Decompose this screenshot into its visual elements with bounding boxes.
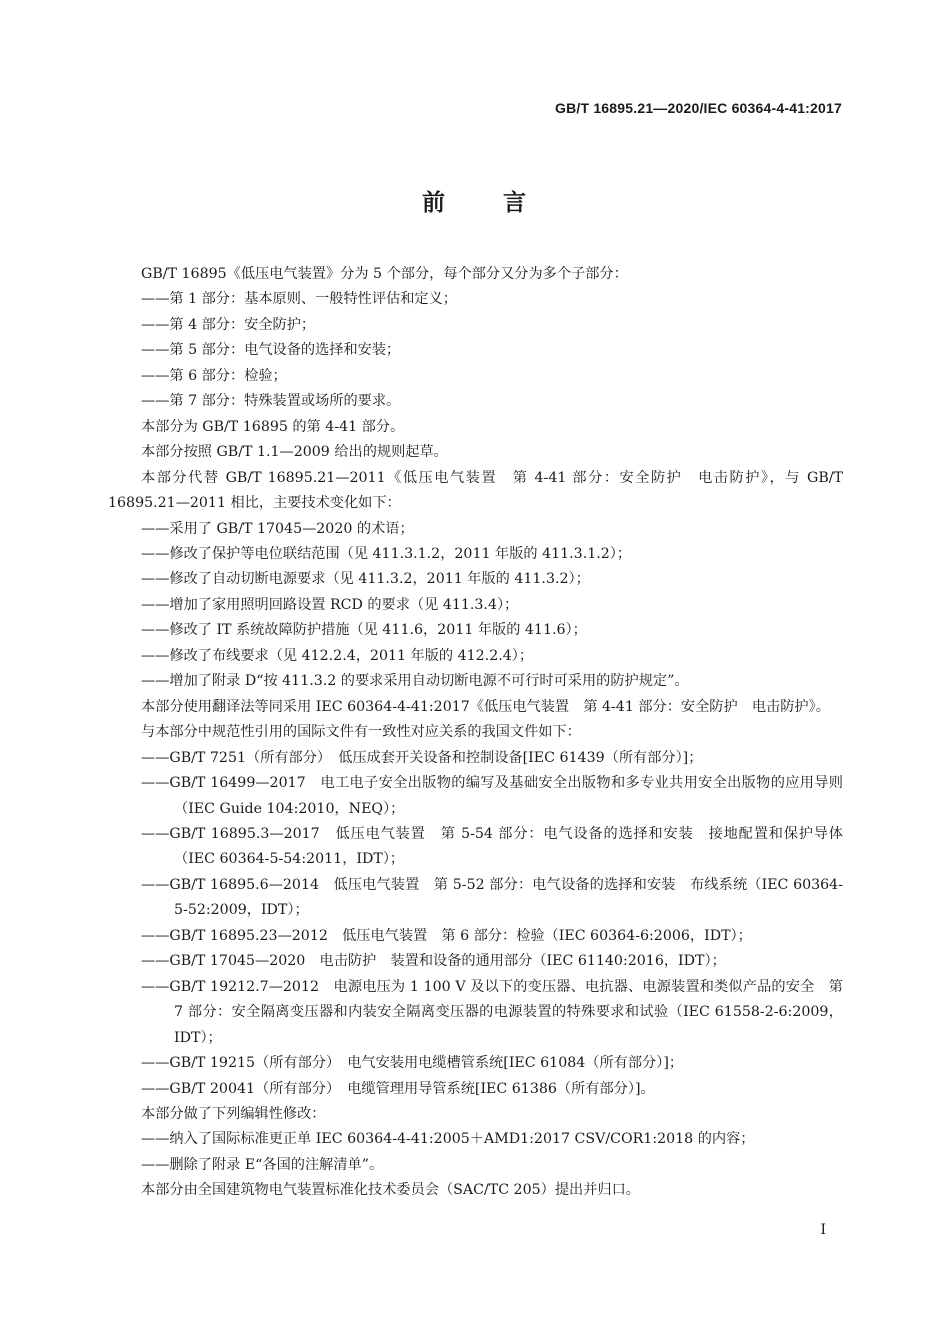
paragraph: ——GB/T 16895.6—2014 低压电气装置 第 5-52 部分：电气设备的选择和安装 布线系统（IEC 60364-5-52:2009，IDT）； (141, 876, 843, 919)
paragraph: ——GB/T 19215（所有部分） 电气安装用电缆槽管系统[IEC 61084（所有部分）]； (141, 1055, 684, 1072)
paragraph: 本部分做了下列编辑性修改： (141, 1105, 326, 1122)
foreword-body (108, 262, 843, 1204)
paragraph: ——增加了附录 D“按 411.3.2 的要求采用自动切断电源不可行时可采用的防护规定”。 (141, 673, 689, 690)
title-char-1: 前 (422, 189, 447, 216)
paragraph: 本部分使用翻译法等同采用 IEC 60364-4-41:2017《低压电气装置 第 4-41 部分：安全防护 电击防护》。 (141, 698, 830, 715)
paragraph: ——GB/T 17045—2020 电击防护 装置和设备的通用部分（IEC 61140:2016，IDT）； (141, 953, 726, 970)
paragraph: ——纳入了国际标准更正单 IEC 60364-4-41:2005＋AMD1:2017 CSV/COR1:2018 的内容； (141, 1131, 755, 1148)
page-title (0, 184, 950, 217)
paragraph: ——第 6 部分：检验； (141, 367, 287, 384)
paragraph: ——GB/T 16499—2017 电工电子安全出版物的编写及基础安全出版物和多专业共用安全出版物的应用导则（IEC Guide 104:2010，NEQ）； (141, 775, 843, 817)
paragraph: ——第 7 部分：特殊装置或场所的要求。 (141, 393, 401, 410)
standard-code-header: GB/T 16895.21—2020/IEC 60364-4-41:2017 (554, 100, 842, 116)
title-char-2: 言 (503, 189, 528, 216)
paragraph: ——修改了布线要求（见 412.2.4，2011 年版的 412.2.4）； (141, 647, 534, 664)
paragraph: ——删除了附录 E“各国的注解清单”。 (141, 1156, 384, 1173)
paragraph: ——GB/T 19212.7—2012 电源电压为 1 100 V 及以下的变压器、电抗器、电源装置和类似产品的安全 第 7 部分：安全隔离变压器和内装安全隔离变压器的电源装置的特殊要求和试验（IEC 61558-2-6:2009，IDT）； (141, 978, 843, 1046)
paragraph: 本部分代替 GB/T 16895.21—2011《低压电气装置 第 4-41 部分：安全防护 电击防护》，与 GB/T 16895.21—2011 相比，主要技术变化如下： (108, 469, 843, 512)
paragraph: 与本部分中规范性引用的国际文件有一致性对应关系的我国文件如下： (141, 724, 581, 741)
page-number: I (820, 1222, 826, 1238)
paragraph: ——修改了自动切断电源要求（见 411.3.2，2011 年版的 411.3.2）； (141, 571, 590, 588)
paragraph: 本部分由全国建筑物电气装置标准化技术委员会（SAC/TC 205）提出并归口。 (141, 1182, 640, 1199)
paragraph: ——修改了 IT 系统故障防护措施（见 411.6，2011 年版的 411.6）； (141, 622, 587, 639)
paragraph: ——采用了 GB/T 17045—2020 的术语； (141, 520, 414, 537)
paragraph: ——第 1 部分：基本原则、一般特性评估和定义； (141, 291, 457, 308)
paragraph: ——第 5 部分：电气设备的选择和安装； (141, 342, 401, 359)
paragraph: ——修改了保护等电位联结范围（见 411.3.1.2，2011 年版的 411.3.1.2）； (141, 545, 632, 562)
paragraph: 本部分为 GB/T 16895 的第 4-41 部分。 (141, 418, 405, 435)
paragraph: ——第 4 部分：安全防护； (141, 316, 316, 333)
paragraph: ——GB/T 20041（所有部分） 电缆管理用导管系统[IEC 61386（所有部分）]。 (141, 1080, 655, 1097)
paragraph: ——GB/T 7251（所有部分） 低压成套开关设备和控制设备[IEC 61439（所有部分）]； (141, 749, 703, 766)
paragraph: ——增加了家用照明回路设置 RCD 的要求（见 411.3.4）； (141, 596, 519, 613)
paragraph: GB/T 16895《低压电气装置》分为 5 个部分，每个部分又分为多个子部分： (141, 266, 628, 282)
paragraph: ——GB/T 16895.23—2012 低压电气装置 第 6 部分：检验（IEC 60364-6:2006，IDT）； (141, 927, 752, 944)
paragraph: 本部分按照 GB/T 1.1—2009 给出的规则起草。 (141, 444, 448, 461)
paragraph: ——GB/T 16895.3—2017 低压电气装置 第 5-54 部分：电气设备的选择和安装 接地配置和保护导体（IEC 60364-5-54:2011，IDT）； (141, 825, 843, 868)
